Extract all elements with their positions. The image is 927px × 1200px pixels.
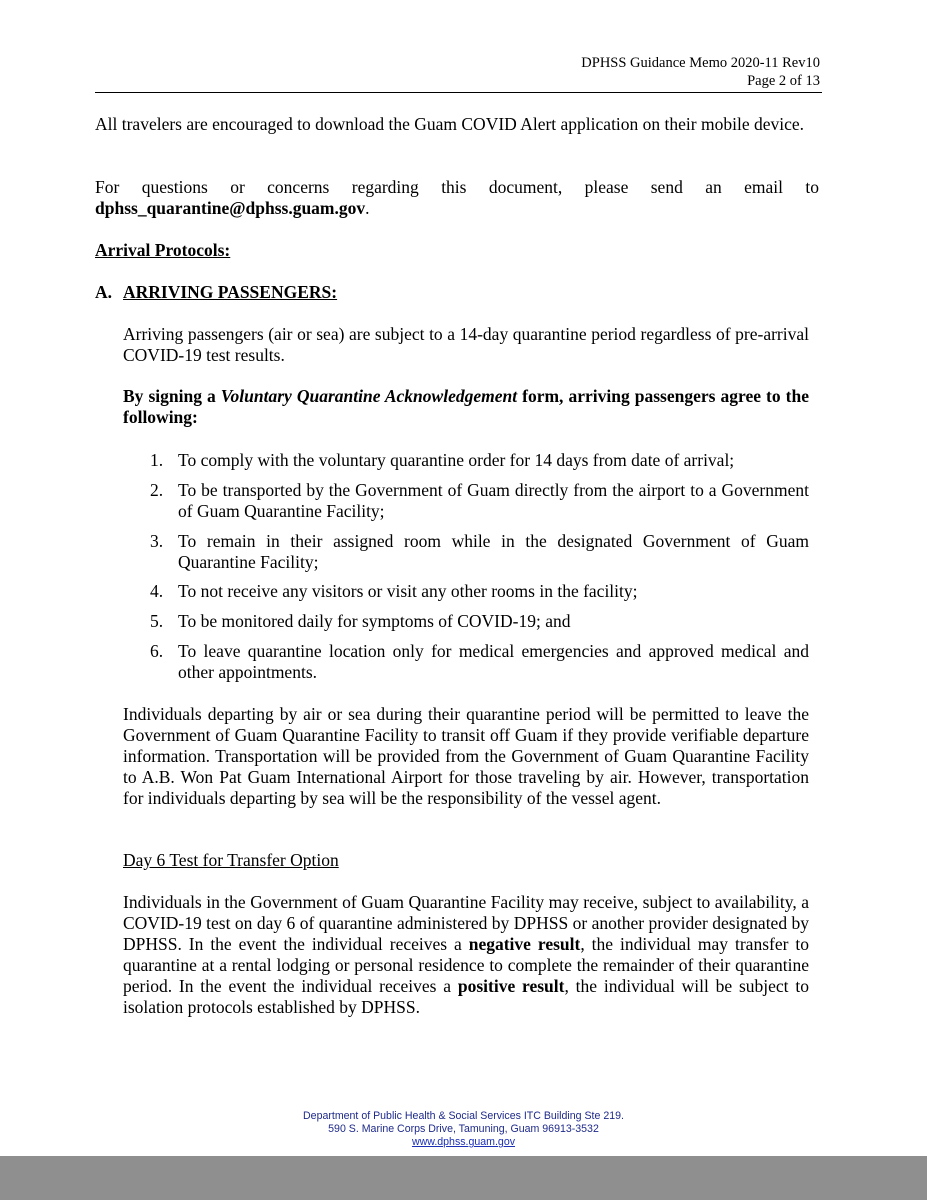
email-line: dphss_quarantine@dphss.guam.gov. <box>95 198 370 218</box>
memo-title: DPHSS Guidance Memo 2020-11 Rev10 <box>581 55 820 71</box>
footer-address-1: Department of Public Health & Social Services ITC Building Ste 219. <box>303 1110 624 1122</box>
arrival-protocols-heading: Arrival Protocols: <box>95 240 231 260</box>
day6-paragraph: Individuals in the Government of Guam Quarantine Facility may receive, subject to availability, a COVID-19 test on day 6 of quarantine administered by DPHSS or another provider designated by DPHSS. In the event the individual receives a negative result, the individual may transfer to quarantine at a rental lodging or personal residence to complete the remainder of their quarantine period. In the event the individual receives a positive result, the individual will be subject to isolation protocols established by DPHSS. <box>123 892 809 1017</box>
positive-result: positive result <box>457 976 565 996</box>
questions-paragraph: For questions or concerns regarding this document, please send an email to <box>95 177 819 197</box>
section-letter: A. <box>95 282 113 302</box>
quarantine-period-paragraph: Arriving passengers (air or sea) are subject to a 14-day quarantine period regardless of pre-arrival COVID-19 test results. <box>123 324 809 365</box>
bottom-gray-bar <box>0 1156 927 1200</box>
contact-email[interactable]: dphss_quarantine@dphss.guam.gov <box>95 198 366 218</box>
section-a-heading <box>95 282 112 303</box>
header-divider <box>95 92 822 93</box>
form-name: Voluntary Quarantine Acknowledgement <box>220 386 518 406</box>
departing-paragraph: Individuals departing by air or sea during their quarantine period will be permitted to leave the Government of Guam Quarantine Facility to transit off Guam if they provide verifiable departure information. Transportation will be provided from the Government of Guam Quarantine Facility to A.B. Won Pat Guam International Airport for those traveling by air. However, transportation for individuals departing by sea will be the responsibility of the vessel agent. <box>123 704 809 808</box>
page-header <box>581 54 820 90</box>
negative-result: negative result <box>468 934 581 954</box>
page-footer <box>0 1110 927 1149</box>
day6-heading: Day 6 Test for Transfer Option <box>123 850 339 870</box>
website-link[interactable]: www.dphss.guam.gov <box>411 1136 516 1148</box>
page-number: Page 2 of 13 <box>747 73 820 89</box>
footer-address-2: 590 S. Marine Corps Drive, Tamuning, Guam 96913-3532 <box>328 1123 599 1135</box>
app-paragraph: All travelers are encouraged to download the Guam COVID Alert application on their mobile device. <box>95 114 805 134</box>
signing-paragraph: By signing a Voluntary Quarantine Acknowledgement form, arriving passengers agree to the following: <box>123 386 809 427</box>
section-a-title: ARRIVING PASSENGERS: <box>123 282 338 302</box>
